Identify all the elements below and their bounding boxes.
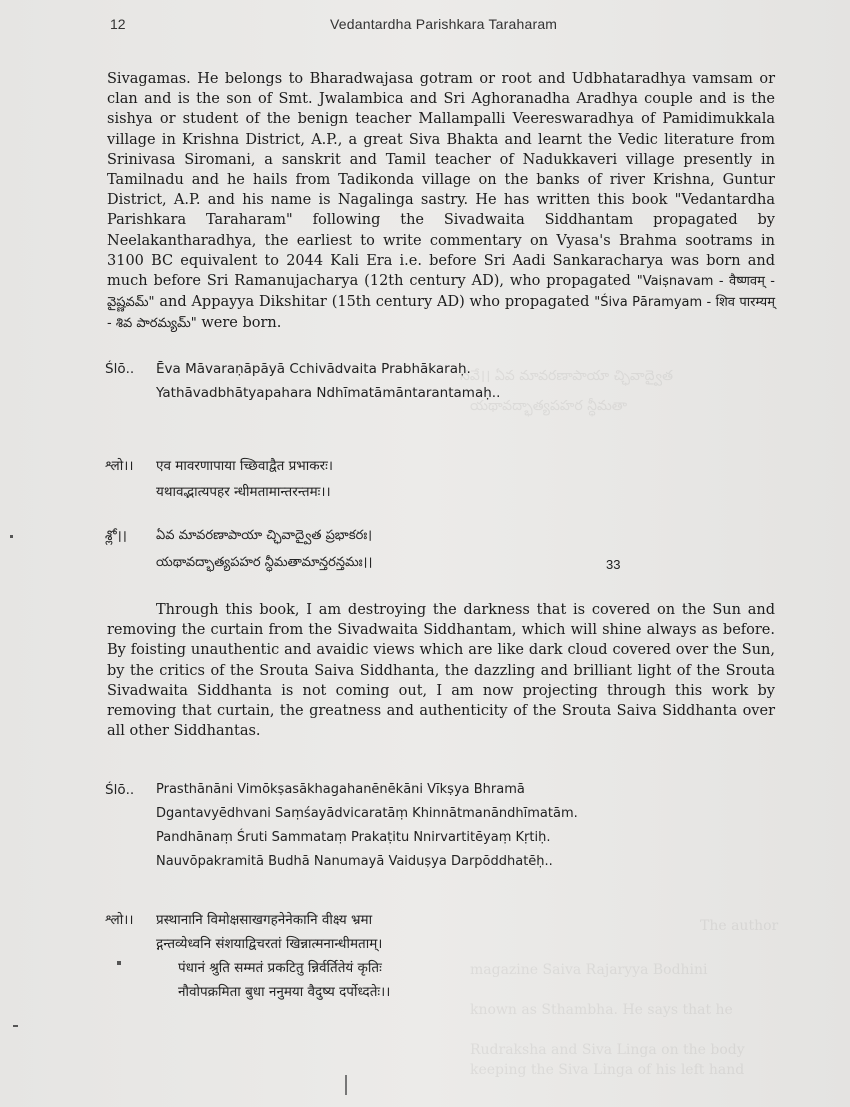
running-title: Vedantardha Parishkara Taraharam bbox=[330, 16, 558, 32]
verse-line: यथावद्भात्यपहर न्धीमतामान्तरन्तमः।। bbox=[156, 484, 331, 500]
verse-number: 33 bbox=[606, 557, 621, 572]
verse-line: एव मावरणापाया च्छिवाद्वैत प्रभाकरः। bbox=[156, 458, 333, 474]
show-through-text: known as Sthambha. He says that he bbox=[470, 1002, 733, 1018]
show-through-text: The author bbox=[700, 918, 779, 934]
verse-line: पंधानं श्रुति सम्मतं प्रकटितु न्निर्वर्तितेयं कृतिः bbox=[178, 960, 382, 976]
verse-transliterated-1 bbox=[105, 361, 705, 421]
page-number: 12 bbox=[110, 16, 126, 32]
show-through-text: నవే।। ఏవ మావరణాపాయా చ్ఛివాద్వైత bbox=[460, 368, 674, 384]
verse-line: Nauvōpakramitā Budhā Nanumayā Vaiduṣya Darpōddhatēḥ.. bbox=[156, 854, 553, 869]
paragraph-text: Sivagamas. He belongs to Bharadwajasa gotram or root and Udbhataradhya vamsam or clan and is the son of Smt. Jwalambica and Sri Aghoranadha Aradhya couple and is the sishya or student of the benign teacher Mallampalli Veereswaradhya of Pamidimukkala village in Krishna District, A.P., a great Siva Bhakta and learnt the Vedic literature from Srinivasa Siromani, a sanskrit and Tamil teacher of Nadukkaveri village presently in Tamilnadu and he hails from Tadikonda village on the banks of river Krishna, Guntur District, A.P. and his name is Nagalinga sastry. He has written this book "Vedantardha Parishkara Taraharam" following the Sivadwaita Siddhantam propagated by Neelakantharadhya, the earliest to write commentary on Vyasa's Brahma sootrams in 3100 BC equivalent to 2044 Kali Era i.e. before Sri Aadi Sankaracharya was born and much before Sri Ramanujacharya (12th century AD), who propagated bbox=[107, 71, 775, 290]
vaishnavam-term: "Vaiṣnavam - वैष्णवम् - వైష్ణవమ్" bbox=[107, 274, 775, 311]
verse-line: द्गन्तव्येध्वनि संशयाद्विचरतां खिन्नात्मनान्धीमताम्। bbox=[156, 936, 383, 952]
verse-line: Ēva Māvaraṇāpāyā Cchivādvaita Prabhākaraḥ. bbox=[156, 361, 471, 377]
verse-devanagari-1 bbox=[105, 456, 705, 506]
verse-line: प्रस्थानानि विमोक्षसाखगहनेनेकानि वीक्ष्य भ्रमा bbox=[156, 912, 373, 928]
verse-line: Dgantavyēdhvani Saṃśayādvicaratāṃ Khinnātmanāndhīmatām. bbox=[156, 806, 578, 821]
verse-line: Prasthānāni Vimōkṣasākhagahanēnēkāni Vīkṣya Bhramā bbox=[156, 782, 525, 797]
scan-speck bbox=[13, 1025, 18, 1027]
show-through-text: magazine Saiva Rajaryya Bodhini bbox=[470, 962, 708, 978]
verse-label: श्लो।। bbox=[105, 458, 134, 474]
verse-devanagari-2 bbox=[105, 910, 705, 1000]
scan-speck bbox=[345, 1075, 347, 1095]
body-paragraph: Through this book, I am destroying the darkness that is covered on the Sun and removing the curtain from the Sivadwaita Siddhantam, which will shine always as before. By foisting unauthentic and avaidic views which are like dark cloud covered over the Sun, by the critics of the Srouta Saiva Siddhanta, the dazzling and brilliant light of the Srouta Sivadwaita Siddhanta is not coming out, I am now projecting through this work by removing that curtain, the greatness and authenticity of the Srouta Saiva Siddhanta over all other Siddhantas. bbox=[107, 602, 775, 740]
verse-line: ఏవ మావరణాపాయా చ్ఛివాద్వైత ప్రభాకరః। bbox=[156, 528, 373, 543]
verse-transliterated-2 bbox=[105, 782, 705, 892]
verse-line: Yathāvadbhātyapahara Ndhīmatāmāntarantamaḥ.. bbox=[156, 385, 501, 401]
verse-line: नौवोपक्रमिता बुधा ननुमया वैदुष्य दर्पोध्दतेः।। bbox=[178, 984, 391, 1000]
show-through-text: keeping the Siva Linga of his left hand bbox=[470, 1062, 745, 1078]
verse-label: శ్లో।। bbox=[105, 528, 127, 544]
show-through-text: యథావద్భాత్యపహర న్ధీమతా bbox=[470, 398, 628, 414]
show-through-text: Rudraksha and Siva Linga on the body bbox=[470, 1042, 745, 1058]
page-header bbox=[0, 14, 850, 36]
verse-label: Ślō.. bbox=[105, 782, 135, 798]
siva-paramyam-term: "Śiva Pāramyam - शिव पारम्यम् - శివ పారమ్యమ్" bbox=[107, 295, 776, 332]
paragraph-text: and Appayya Dikshitar (15th century AD) who propagated bbox=[154, 294, 595, 311]
scan-speck bbox=[117, 961, 121, 965]
verse-telugu-1 bbox=[105, 528, 665, 578]
intro-paragraph bbox=[107, 69, 775, 335]
paragraph-text: were born. bbox=[196, 315, 282, 332]
scan-speck bbox=[10, 535, 13, 538]
verse-label: Ślō.. bbox=[105, 361, 135, 377]
verse-label: श्लो।। bbox=[105, 912, 134, 928]
verse-line: యథావద్భాత్యపహర న్ధీమతామాన్తరన్తమః।। bbox=[156, 555, 373, 570]
verse-line: Pandhānaṃ Śruti Sammataṃ Prakaṭitu Nnirvartitēyaṃ Kṛtiḥ. bbox=[156, 830, 551, 845]
